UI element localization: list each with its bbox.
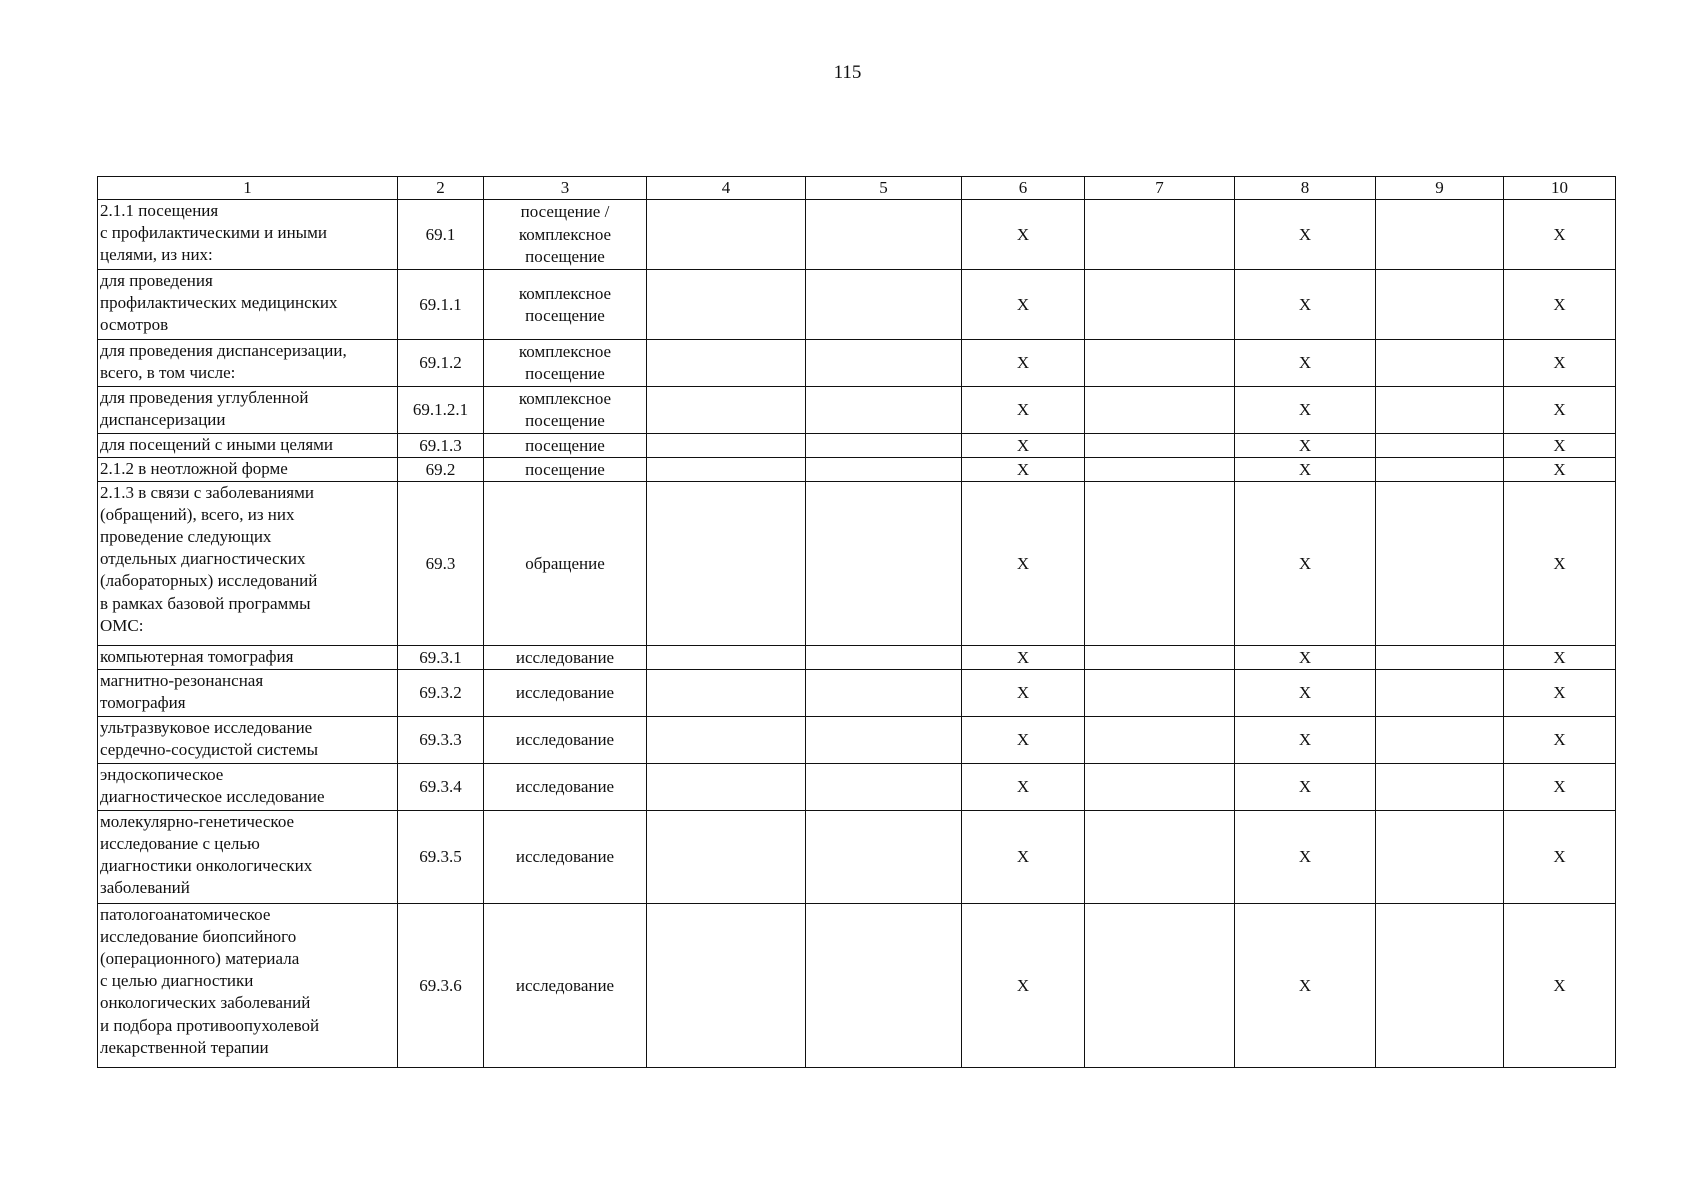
value-cell: X (962, 670, 1085, 717)
unit-cell: обращение (484, 482, 647, 646)
row-code-cell: 69.1.3 (398, 434, 484, 458)
row-code-cell: 69.3 (398, 482, 484, 646)
unit-cell: исследование (484, 646, 647, 670)
value-cell (1085, 764, 1235, 811)
indicator-name-cell: 2.1.3 в связи с заболеваниями (обращений), всего, из них проведение следующих отдельных диагностических (лабораторных) исследований в рамках базовой программы ОМС: (98, 482, 398, 646)
column-header: 4 (647, 177, 806, 200)
indicator-name-cell: для посещений с иными целями (98, 434, 398, 458)
value-cell: X (962, 387, 1085, 434)
column-header: 2 (398, 177, 484, 200)
row-code-cell: 69.3.1 (398, 646, 484, 670)
value-cell (647, 646, 806, 670)
value-cell (1376, 387, 1504, 434)
value-cell (1376, 717, 1504, 764)
table-row (98, 458, 1616, 482)
unit-cell: комплексное посещение (484, 387, 647, 434)
row-code-cell: 69.3.5 (398, 811, 484, 904)
value-cell (1376, 482, 1504, 646)
value-cell (806, 270, 962, 340)
value-cell (647, 482, 806, 646)
value-cell (647, 811, 806, 904)
column-header: 1 (98, 177, 398, 200)
data-table (97, 176, 1616, 1068)
table-row (98, 270, 1616, 340)
unit-cell: исследование (484, 904, 647, 1068)
value-cell: X (1504, 340, 1616, 387)
indicator-name-cell: компьютерная томография (98, 646, 398, 670)
value-cell (1085, 200, 1235, 270)
value-cell: X (962, 482, 1085, 646)
table-row (98, 434, 1616, 458)
indicator-name-cell: для проведения профилактических медицинских осмотров (98, 270, 398, 340)
value-cell: X (962, 717, 1085, 764)
value-cell (806, 904, 962, 1068)
value-cell: X (1235, 904, 1376, 1068)
value-cell (647, 434, 806, 458)
value-cell (1376, 670, 1504, 717)
value-cell: X (962, 646, 1085, 670)
unit-cell: исследование (484, 670, 647, 717)
value-cell (806, 387, 962, 434)
table-row (98, 811, 1616, 904)
column-header: 7 (1085, 177, 1235, 200)
value-cell: X (1235, 811, 1376, 904)
value-cell (1085, 811, 1235, 904)
unit-cell: посещение (484, 434, 647, 458)
table-row (98, 717, 1616, 764)
row-code-cell: 69.1.1 (398, 270, 484, 340)
value-cell (1085, 340, 1235, 387)
value-cell: X (962, 811, 1085, 904)
column-header: 6 (962, 177, 1085, 200)
value-cell: X (962, 458, 1085, 482)
value-cell (1376, 434, 1504, 458)
row-code-cell: 69.1.2.1 (398, 387, 484, 434)
value-cell: X (1504, 764, 1616, 811)
row-code-cell: 69.3.3 (398, 717, 484, 764)
value-cell: X (962, 434, 1085, 458)
value-cell (1085, 482, 1235, 646)
value-cell: X (1504, 904, 1616, 1068)
value-cell (647, 458, 806, 482)
column-header: 5 (806, 177, 962, 200)
row-code-cell: 69.2 (398, 458, 484, 482)
indicator-name-cell: 2.1.1 посещения с профилактическими и иными целями, из них: (98, 200, 398, 270)
row-code-cell: 69.3.4 (398, 764, 484, 811)
value-cell (1085, 270, 1235, 340)
value-cell (647, 670, 806, 717)
value-cell (806, 811, 962, 904)
value-cell: X (1235, 764, 1376, 811)
value-cell (1376, 646, 1504, 670)
value-cell: X (1504, 811, 1616, 904)
value-cell (806, 340, 962, 387)
value-cell (806, 646, 962, 670)
value-cell: X (1504, 670, 1616, 717)
value-cell (1376, 811, 1504, 904)
table-row (98, 764, 1616, 811)
value-cell: X (1235, 458, 1376, 482)
column-header: 9 (1376, 177, 1504, 200)
row-code-cell: 69.3.2 (398, 670, 484, 717)
unit-cell: исследование (484, 811, 647, 904)
value-cell (1085, 434, 1235, 458)
value-cell: X (1504, 482, 1616, 646)
header-row (98, 177, 1616, 200)
column-header: 3 (484, 177, 647, 200)
indicator-name-cell: для проведения диспансеризации, всего, в том числе: (98, 340, 398, 387)
value-cell: X (962, 340, 1085, 387)
value-cell: X (1504, 270, 1616, 340)
value-cell: X (1235, 200, 1376, 270)
value-cell: X (1235, 646, 1376, 670)
value-cell: X (1504, 387, 1616, 434)
value-cell (806, 458, 962, 482)
unit-cell: посещение (484, 458, 647, 482)
value-cell (1085, 387, 1235, 434)
table-row (98, 670, 1616, 717)
value-cell (806, 670, 962, 717)
value-cell (647, 717, 806, 764)
value-cell (1376, 340, 1504, 387)
row-code-cell: 69.3.6 (398, 904, 484, 1068)
unit-cell: исследование (484, 764, 647, 811)
value-cell (647, 270, 806, 340)
unit-cell: комплексное посещение (484, 340, 647, 387)
value-cell (647, 387, 806, 434)
value-cell (1376, 764, 1504, 811)
value-cell (806, 200, 962, 270)
indicator-name-cell: молекулярно-генетическое исследование с целью диагностики онкологических заболеваний (98, 811, 398, 904)
value-cell: X (962, 764, 1085, 811)
unit-cell: посещение / комплексное посещение (484, 200, 647, 270)
value-cell (647, 200, 806, 270)
value-cell (1085, 646, 1235, 670)
value-cell (806, 482, 962, 646)
value-cell: X (1235, 434, 1376, 458)
row-code-cell: 69.1.2 (398, 340, 484, 387)
value-cell (647, 340, 806, 387)
value-cell (806, 434, 962, 458)
value-cell (1085, 458, 1235, 482)
column-header: 10 (1504, 177, 1616, 200)
value-cell: X (962, 270, 1085, 340)
value-cell (647, 904, 806, 1068)
value-cell: X (1504, 717, 1616, 764)
table-row (98, 200, 1616, 270)
indicator-name-cell: патологоанатомическое исследование биопсийного (операционного) материала с целью диагностики онкологических заболеваний и подбора противоопухолевой лекарственной терапии (98, 904, 398, 1068)
value-cell: X (1235, 387, 1376, 434)
unit-cell: исследование (484, 717, 647, 764)
table-row (98, 340, 1616, 387)
value-cell (1376, 904, 1504, 1068)
value-cell: X (1235, 482, 1376, 646)
value-cell (1085, 717, 1235, 764)
value-cell (1376, 200, 1504, 270)
value-cell: X (1235, 270, 1376, 340)
table-row (98, 387, 1616, 434)
value-cell (806, 764, 962, 811)
value-cell (1376, 458, 1504, 482)
value-cell (1085, 904, 1235, 1068)
table-row (98, 482, 1616, 646)
value-cell (1085, 670, 1235, 717)
value-cell (1376, 270, 1504, 340)
value-cell: X (1235, 670, 1376, 717)
value-cell (806, 717, 962, 764)
value-cell: X (962, 200, 1085, 270)
value-cell: X (1504, 200, 1616, 270)
indicator-name-cell: 2.1.2 в неотложной форме (98, 458, 398, 482)
indicator-name-cell: эндоскопическое диагностическое исследование (98, 764, 398, 811)
table-row (98, 904, 1616, 1068)
value-cell: X (1504, 458, 1616, 482)
value-cell (647, 764, 806, 811)
value-cell: X (1504, 646, 1616, 670)
value-cell: X (1235, 340, 1376, 387)
indicator-name-cell: магнитно-резонансная томография (98, 670, 398, 717)
indicator-name-cell: для проведения углубленной диспансеризации (98, 387, 398, 434)
row-code-cell: 69.1 (398, 200, 484, 270)
value-cell: X (962, 904, 1085, 1068)
table-row (98, 646, 1616, 670)
unit-cell: комплексное посещение (484, 270, 647, 340)
page-number: 115 (833, 62, 862, 83)
value-cell: X (1504, 434, 1616, 458)
indicator-name-cell: ультразвуковое исследование сердечно-сосудистой системы (98, 717, 398, 764)
value-cell: X (1235, 717, 1376, 764)
column-header: 8 (1235, 177, 1376, 200)
